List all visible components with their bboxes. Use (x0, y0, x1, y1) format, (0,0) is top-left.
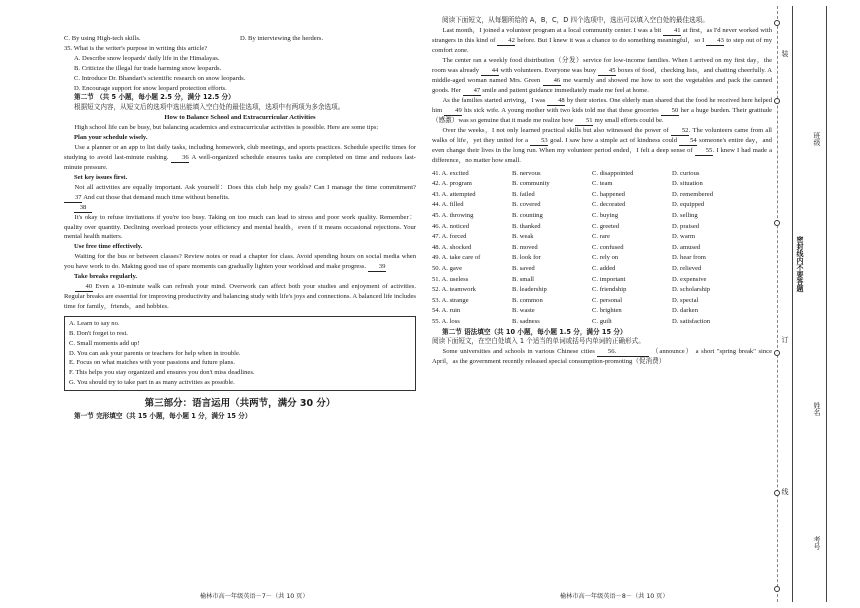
option-text: B. moved (512, 243, 538, 251)
option-text: D. darken (672, 307, 698, 315)
text: Some universities and schools in various Chinese cities (442, 348, 598, 356)
option-text: 47. A. forced (432, 233, 467, 241)
option-text: B. sadness (512, 317, 540, 325)
class-label: 班级 (813, 132, 821, 146)
text: Use a planner or an app to list daily tasks, including homework, club meetings, and sports practices. Schedule specific times for studying to avoid last-minute rushing. (64, 143, 416, 161)
text: Waiting for the bus or between classes? Review notes or read a chapter for class. Avoid spending hours on social media when you have work to do. Making good use of spare moments can gradually lighten your workload and make progress. (64, 253, 416, 271)
cloze-instructions: 阅读下面短文，从每题所给的 A，B，C，D 四个选项中，选出可以填入空白处的最佳选项。 (442, 16, 709, 24)
text: A well-organized schedule ensures tasks are completed on time and reduces last-minute pressure. (64, 153, 416, 171)
option-text: 48. A. shocked (432, 243, 472, 251)
subheading: Plan your schedule wisely. (74, 134, 148, 142)
text: smile and patient guidance immediately made me feel at home. (480, 86, 649, 94)
option-text: D. equipped (672, 201, 705, 209)
option-text: C. important (592, 275, 626, 283)
option-row (432, 317, 772, 328)
part-3-title: 第三部分：语言运用（共两节，满分 30 分） (144, 398, 336, 410)
blank-42: 42 (497, 37, 515, 46)
option-row (432, 243, 772, 254)
blank-38-line (64, 203, 416, 213)
punch-circle (774, 350, 780, 356)
paragraph (64, 282, 416, 312)
blank-43: 43 (706, 37, 724, 46)
option-text: 45. A. throwing (432, 212, 474, 219)
option-text: D. By interviewing the herders. (240, 35, 324, 42)
paragraph (432, 26, 772, 56)
option-text: D. warm (672, 233, 696, 241)
option-text: A. Describe snow leopards' daily life in the Himalayas. (74, 54, 220, 62)
section-1-title: 第一节 完形填空（共 15 小题，每小题 1 分，满分 15 分） (74, 412, 252, 421)
blank-53: 53 (530, 137, 548, 146)
punch-circle (774, 20, 780, 26)
binding-mark-bottom: 线 (781, 488, 789, 495)
text: with volunteers. Everyone was busy (498, 66, 598, 74)
text: before. But I knew it was a chance to do something meaningful，so I (515, 36, 707, 44)
option-text: B. failed (512, 190, 535, 198)
option-text: C. confused (592, 243, 624, 251)
blank-44: 44 (481, 67, 499, 76)
option-text: D. Encourage support for snow leopard protection efforts. (74, 84, 227, 92)
option-text: C. happened (592, 190, 625, 198)
option-text: D. scholarship (672, 286, 711, 294)
section-2-title: 第二节 （共 5 小题，每小题 2.5 分，满分 12.5 分） (74, 93, 235, 102)
option-row (432, 232, 772, 243)
text: The center ran a weekly food distribution（分发）service for low-income families. When I arrived on my first day，the room was already (432, 56, 772, 74)
option-row (432, 306, 772, 317)
option-text: A. Learn to say no. (69, 319, 120, 327)
page-footer-right: 榆林市高一年级英语－8－（共 10 页） (560, 593, 669, 600)
option-text: C. added (592, 264, 616, 272)
option-row (432, 296, 772, 307)
option-row (432, 211, 772, 222)
option-text: 55. A. loss (432, 317, 460, 325)
cloze-options (432, 169, 772, 328)
text: Last month，I joined a volunteer program at a local community center. I was a bit (442, 26, 663, 34)
blank-51: 51 (575, 117, 593, 126)
page-footer-left: 榆林市高一年级英语－7－（共 10 页） (200, 593, 309, 600)
option-text: C. Small moments add up! (69, 339, 140, 347)
blank-49: 49 (444, 107, 462, 116)
option-row (432, 253, 772, 264)
option-text: B. Criticize the illegal fur trade harming snow leopards. (74, 64, 222, 72)
option-text: D. You can ask your parents or teachers for help when in trouble. (69, 349, 241, 357)
option-text: C. disappointed (592, 169, 634, 177)
option-text: B. look for (512, 254, 541, 262)
text: Even a 10-minute walk can refresh your mind. Overwork can affect both your studies and enjoyment of activities. Regular breaks are essential for improving productivity and balancing study with life's joys and connections. A balanced life includes time for family，friends，and hobbies. (64, 283, 416, 310)
name-label: 姓名 (813, 402, 821, 416)
text: boxes of food，checking lists，and chatting cheerfully. A middle-aged woman named Mrs. Green (432, 66, 772, 84)
text: me warmly and showed me how to sort the vegetables and pack the canned goods. Her (432, 76, 772, 94)
text: Not all activities are equally important. Ask yourself：Does this club help my goals? Can I manage the time commitment? (74, 183, 416, 191)
option-text: 43. A. attempted (432, 190, 476, 198)
option-row (432, 200, 772, 211)
blank-55: 55 (695, 147, 713, 156)
blank-37: 37 (64, 194, 82, 203)
option-text: F. This helps you stay organized and ensures you don't miss deadlines. (69, 369, 255, 377)
passage-title: How to Balance School and Extracurricular Activities (164, 114, 316, 122)
blank-52: 52 (671, 127, 689, 136)
option-text: D. situation (672, 180, 703, 188)
paragraph (64, 143, 416, 173)
subheading: Take breaks regularly. (74, 273, 138, 281)
option-text: 50. A. gave (432, 264, 463, 272)
grammar-section-title: 第二节 语法填空（共 10 小题，每小题 1.5 分，满分 15 分） (442, 327, 627, 336)
options-box (64, 316, 416, 391)
text: goal. I saw how a simple act of kindness could (548, 136, 680, 144)
q34-options-tail (64, 34, 416, 44)
option-text: B. covered (512, 201, 541, 209)
text: And cut those that demand much time without benefits. (82, 193, 230, 201)
text: at first，as I'd never worked with strangers in this kind of (432, 26, 772, 44)
option-text: B. nervous (512, 169, 541, 177)
text: （announce） a short "spring break" since April，as the government recently released special consumption-promoting（促消费） (432, 348, 772, 366)
option-text: C. Introduce Dr. Bhandari's scientific research on snow leopards. (74, 74, 246, 82)
blank-56: 56. (597, 348, 649, 357)
blank-39: 39 (368, 263, 386, 272)
option-row (432, 275, 772, 286)
paragraph (432, 96, 772, 126)
option-text: 41. A. excited (432, 169, 469, 177)
left-page (64, 34, 416, 608)
option-row (432, 179, 772, 190)
blank-38: 38 (74, 204, 92, 213)
text: to step out of my comfort zone. (432, 36, 772, 54)
q35-options (64, 54, 416, 94)
option-text: B. leadership (512, 286, 547, 294)
option-text: D. satisfaction (672, 317, 711, 325)
option-text: 52. A. teamwork (432, 286, 476, 294)
text: someone's entire day，and even change their lives in the long run. When my volunteer period ended，I felt a deep sense of (432, 136, 772, 154)
blank-48: 48 (547, 97, 565, 106)
option-text: B. common (512, 296, 543, 304)
option-text: C. guilt (592, 317, 612, 325)
option-text: B. Don't forget to rest. (69, 329, 128, 337)
text: Over the weeks，I not only learned practical skills but also witnessed the power of (442, 126, 671, 134)
option-text: C. team (592, 180, 613, 188)
paragraph: High school life can be busy, but balancing academics and extracurricular activities is possible. Here are some tips: (74, 124, 379, 132)
paragraph (64, 252, 416, 272)
seal-line-dashed (777, 6, 778, 602)
paragraph (432, 56, 772, 96)
exam-number-label: 考号 (813, 536, 821, 550)
option-text: G. You should try to take part in as many activities as possible. (69, 379, 235, 387)
option-text: B. community (512, 180, 550, 188)
punch-circle (774, 586, 780, 592)
option-text: D. special (672, 296, 699, 304)
option-text: C. brighten (592, 307, 622, 315)
option-text: B. thanked (512, 222, 541, 230)
option-text: 54. A. ruin (432, 307, 461, 315)
blank-36: 36 (171, 154, 189, 163)
blank-40: 40 (75, 283, 93, 292)
option-text: D. curious (672, 169, 700, 177)
option-text: C. By using High-tech skills. (64, 35, 141, 42)
option-text: B. saved (512, 264, 535, 272)
paragraph: It's okay to refuse invitations if you're too busy. Taking on too much can lead to stress and poor work quality. Remember：quality over quantity. Declining overload protects your efficiency and mental health，even if it means occasional rejections. Your mental health matters. (64, 213, 416, 241)
binding-line (792, 6, 793, 602)
blank-41: 41 (663, 27, 681, 36)
option-row (432, 285, 772, 296)
section-2-instructions: 根据短文内容，从短文后的选项中选出能填入空白处的最佳选项，选项中有两项为多余选项。 (74, 103, 345, 112)
grammar-instructions: 阅读下面短文，在空白处填入 1 个适当的单词或括号内单词的正确形式。 (432, 337, 645, 346)
punch-circle (774, 220, 780, 226)
option-text: D. expensive (672, 275, 707, 283)
paragraph (432, 347, 772, 367)
text: his sick wife. A young mother with two kids told me that these groceries (462, 106, 661, 114)
option-text: B. waste (512, 307, 535, 315)
option-text: B. small (512, 275, 534, 283)
option-text: C. buying (592, 212, 619, 219)
text: . I knew I had made a difference，no matter how small. (432, 146, 772, 164)
option-text: D. remembered (672, 190, 714, 198)
blank-46: 46 (543, 77, 561, 86)
seal-notice: 密封线内不要答题 (796, 236, 804, 292)
binding-mark-mid: 订 (781, 336, 789, 343)
option-text: 42. A. program (432, 180, 472, 188)
text: by their stories. One elderly man shared that the food he received here helped him (432, 96, 772, 114)
option-row (432, 169, 772, 180)
option-text: 51. A. useless (432, 275, 469, 283)
option-text: D. relieved (672, 264, 702, 272)
binding-mark-top: 装 (781, 50, 789, 57)
option-text: D. praised (672, 222, 700, 230)
option-text: 49. A. take care of (432, 254, 481, 262)
blank-50: 50 (661, 107, 679, 116)
option-text: E. Focus on what matches with your passions and future plans. (69, 359, 235, 367)
paragraph (64, 183, 416, 203)
binding-line-outer (826, 6, 827, 602)
option-text: C. rare (592, 233, 610, 241)
subheading: Set key issues first. (74, 173, 128, 181)
option-row (432, 190, 772, 201)
blank-45: 45 (598, 67, 616, 76)
option-text: 46. A. noticed (432, 222, 469, 230)
text: . The volunteers came from all walks of life，yet they united for a (432, 126, 772, 144)
blank-47: 47 (463, 87, 481, 96)
option-text: D. hear from (672, 254, 706, 262)
text: As the families started arriving，I was (442, 96, 548, 104)
text: my small efforts could be. (593, 116, 664, 124)
option-text: D. selling (672, 212, 698, 219)
punch-circle (774, 98, 780, 104)
right-page (432, 16, 772, 608)
text: her a huge burden. Their gratitude（感激）was so genuine that it made me realize how (432, 106, 772, 124)
option-text: C. greeted (592, 222, 620, 230)
option-text: D. amused (672, 243, 701, 251)
option-row (432, 264, 772, 275)
paragraph (432, 126, 772, 166)
option-row (432, 222, 772, 233)
blank-54: 54 (679, 137, 697, 146)
option-text: 44. A. filled (432, 201, 464, 209)
subheading: Use free time effectively. (74, 243, 143, 251)
option-text: B. weak (512, 233, 534, 241)
option-text: C. personal (592, 296, 623, 304)
question-35: 35. What is the writer's purpose in writing this article? (64, 44, 208, 52)
option-text: B. counting (512, 212, 543, 219)
option-text: C. decorated (592, 201, 626, 209)
option-text: 53. A. strange (432, 296, 469, 304)
option-text: C. friendship (592, 286, 627, 294)
option-text: C. rely on (592, 254, 619, 262)
